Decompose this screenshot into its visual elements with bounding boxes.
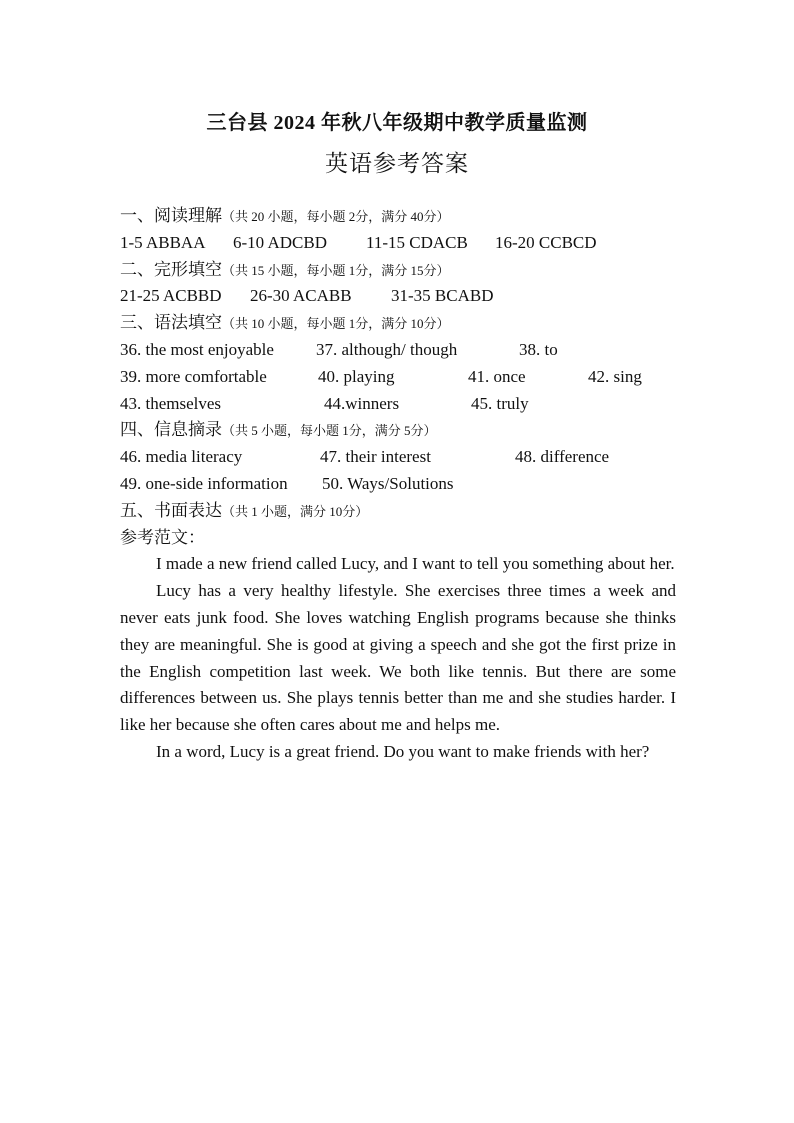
answer-cell: 44.winners	[324, 393, 400, 413]
answer-row	[120, 337, 676, 364]
answer-cell: 45. truly	[471, 393, 529, 413]
answer-cell: 1-5 ABBAA	[120, 232, 206, 252]
section-header-info	[120, 417, 676, 444]
section-title: 一、阅读理解	[120, 206, 222, 225]
section-title: 五、书面表达	[120, 500, 222, 520]
answer-row	[120, 391, 676, 418]
answer-row	[120, 444, 676, 471]
section-note: （共 5 小题，每小题 1分，满分 5分）	[222, 423, 437, 439]
essay-paragraph: I made a new friend called Lucy, and I want to tell you something about her.	[156, 554, 675, 574]
answer-cell: 48. difference	[515, 447, 610, 467]
section-header-grammar	[120, 310, 676, 337]
answer-cell: 21-25 ACBBD	[120, 286, 222, 306]
answer-row	[120, 230, 676, 257]
page-subtitle: 英语参考答案	[325, 151, 469, 176]
answer-row	[120, 471, 676, 498]
section-note: （共 20 小题，每小题 2分，满分 40分）	[222, 209, 450, 224]
essay-paragraph: Lucy has a very healthy lifestyle. She exercises three times a week and never eats junk food. She loves watching English programs because she thinks they are meaningful. She is good at giving a speech and she got the first prize in the English competition last week. We both like tennis. But there are some differences between us. She plays tennis better than me and she studies harder. I like her because she often cares about me and helps me.	[120, 581, 676, 735]
section-title: 四、信息摘录	[120, 420, 222, 440]
answer-cell: 11-15 CDACB	[366, 232, 468, 252]
essay-paragraph: In a word, Lucy is a great friend. Do you want to make friends with her?	[156, 741, 650, 761]
answer-cell: 43. themselves	[120, 393, 222, 413]
answer-cell: 41. once	[468, 366, 526, 386]
section-header-cloze	[120, 257, 676, 284]
answer-row	[120, 283, 676, 310]
answer-cell: 26-30 ACABB	[250, 286, 352, 306]
answer-cell: 46. media literacy	[120, 447, 243, 467]
section-title: 三、语法填空	[120, 313, 222, 333]
answer-cell: 49. one-side information	[120, 473, 288, 493]
answer-cell: 38. to	[519, 339, 558, 359]
page-title: 三台县 2024 年秋八年级期中教学质量监测	[206, 112, 588, 134]
section-header-reading	[120, 203, 676, 230]
answer-cell: 42. sing	[588, 366, 642, 386]
section-note: （共 1 小题，满分 10分）	[222, 503, 369, 519]
sample-label: 参考范文：	[120, 527, 205, 547]
answer-cell: 16-20 CCBCD	[495, 232, 597, 252]
section-note: （共 10 小题，每小题 1分，满分 10分）	[222, 316, 450, 332]
section-title: 二、完形填空	[120, 259, 222, 279]
answer-cell: 36. the most enjoyable	[120, 339, 274, 359]
answer-cell: 39. more comfortable	[120, 366, 267, 386]
section-header-writing	[120, 498, 676, 525]
answer-content	[120, 203, 676, 766]
answer-cell: 6-10 ADCBD	[233, 232, 327, 252]
answer-cell: 40. playing	[318, 366, 395, 386]
answer-cell: 31-35 BCABD	[391, 286, 494, 306]
answer-row	[120, 364, 676, 391]
answer-cell: 50. Ways/Solutions	[322, 473, 454, 493]
answer-cell: 37. although/ though	[316, 339, 458, 359]
section-note: （共 15 小题，每小题 1分，满分 15分）	[222, 262, 450, 278]
answer-cell: 47. their interest	[320, 447, 431, 467]
